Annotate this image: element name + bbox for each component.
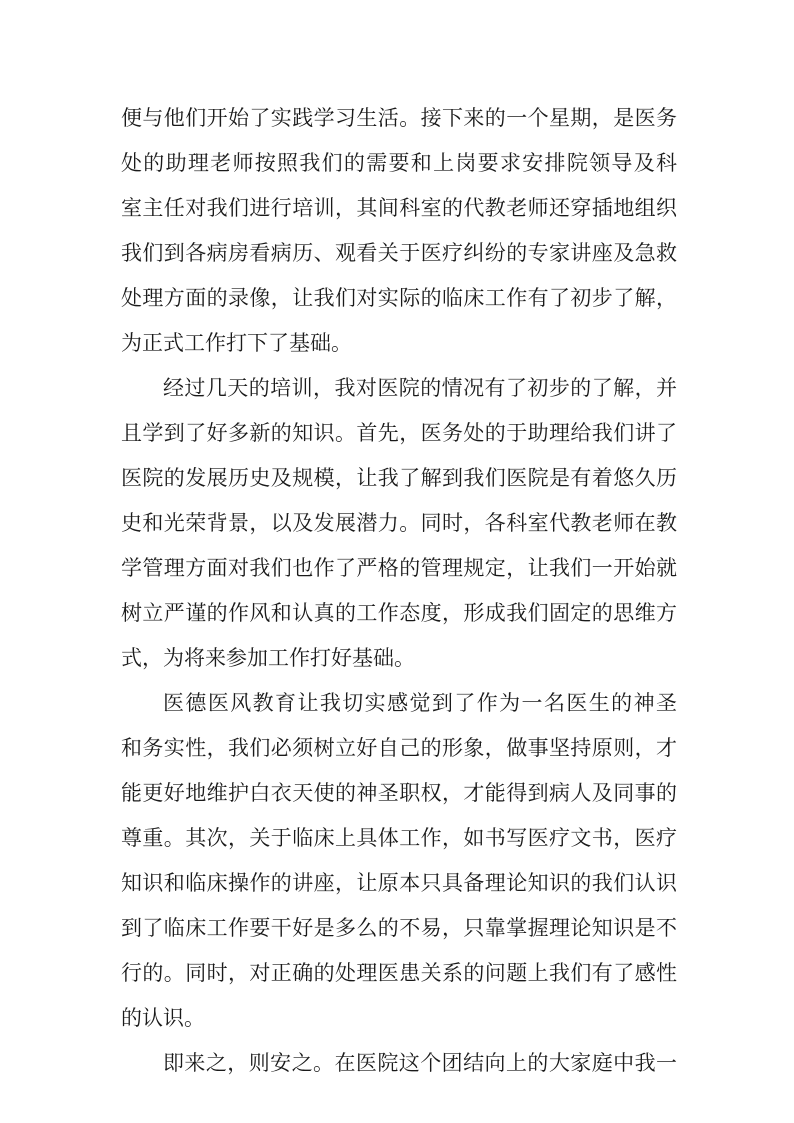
text-line: 尊重。其次，关于临床上具体工作，如书写医疗文书，医疗 — [121, 826, 677, 850]
text-line: 为正式工作打下了基础。 — [121, 331, 352, 355]
paragraph-first-line: 医德医风教育让我切实感觉到了作为一名医生的神圣 — [163, 691, 677, 715]
text-line: 到了临床工作要干好是多么的不易，只靠掌握理论知识是不 — [121, 916, 677, 940]
text-line: 知识和临床操作的讲座，让原本只具备理论知识的我们认识 — [121, 871, 677, 895]
text-line: 史和光荣背景，以及发展潜力。同时，各科室代教老师在教 — [121, 511, 677, 535]
text-line: 树立严谨的作风和认真的工作态度，形成我们固定的思维方 — [121, 601, 677, 625]
text-line: 能更好地维护白衣天使的神圣职权，才能得到病人及同事的 — [121, 781, 677, 805]
text-line: 处理方面的录像，让我们对实际的临床工作有了初步了解， — [121, 286, 677, 310]
text-line: 且学到了好多新的知识。首先，医务处的于助理给我们讲了 — [121, 421, 677, 445]
text-line: 和务实性，我们必须树立好自己的形象，做事坚持原则，才 — [121, 736, 677, 760]
text-line: 医院的发展历史及规模，让我了解到我们医院是有着悠久历 — [121, 466, 677, 490]
text-line: 便与他们开始了实践学习生活。接下来的一个星期，是医务 — [121, 106, 677, 130]
text-line: 行的。同时，对正确的处理医患关系的问题上我们有了感性 — [121, 961, 677, 985]
text-line: 学管理方面对我们也作了严格的管理规定，让我们一开始就 — [121, 556, 677, 580]
text-line: 式，为将来参加工作打好基础。 — [121, 646, 415, 670]
paragraph-first-line: 经过几天的培训，我对医院的情况有了初步的了解，并 — [163, 376, 677, 400]
text-line: 处的助理老师按照我们的需要和上岗要求安排院领导及科 — [121, 151, 677, 175]
paragraph-first-line: 即来之，则安之。在医院这个团结向上的大家庭中我一 — [163, 1051, 677, 1075]
text-line: 的认识。 — [121, 1006, 205, 1030]
body-text — [121, 96, 677, 1086]
text-line: 我们到各病房看病历、观看关于医疗纠纷的专家讲座及急救 — [121, 241, 677, 265]
text-line: 室主任对我们进行培训，其间科室的代教老师还穿插地组织 — [121, 196, 677, 220]
